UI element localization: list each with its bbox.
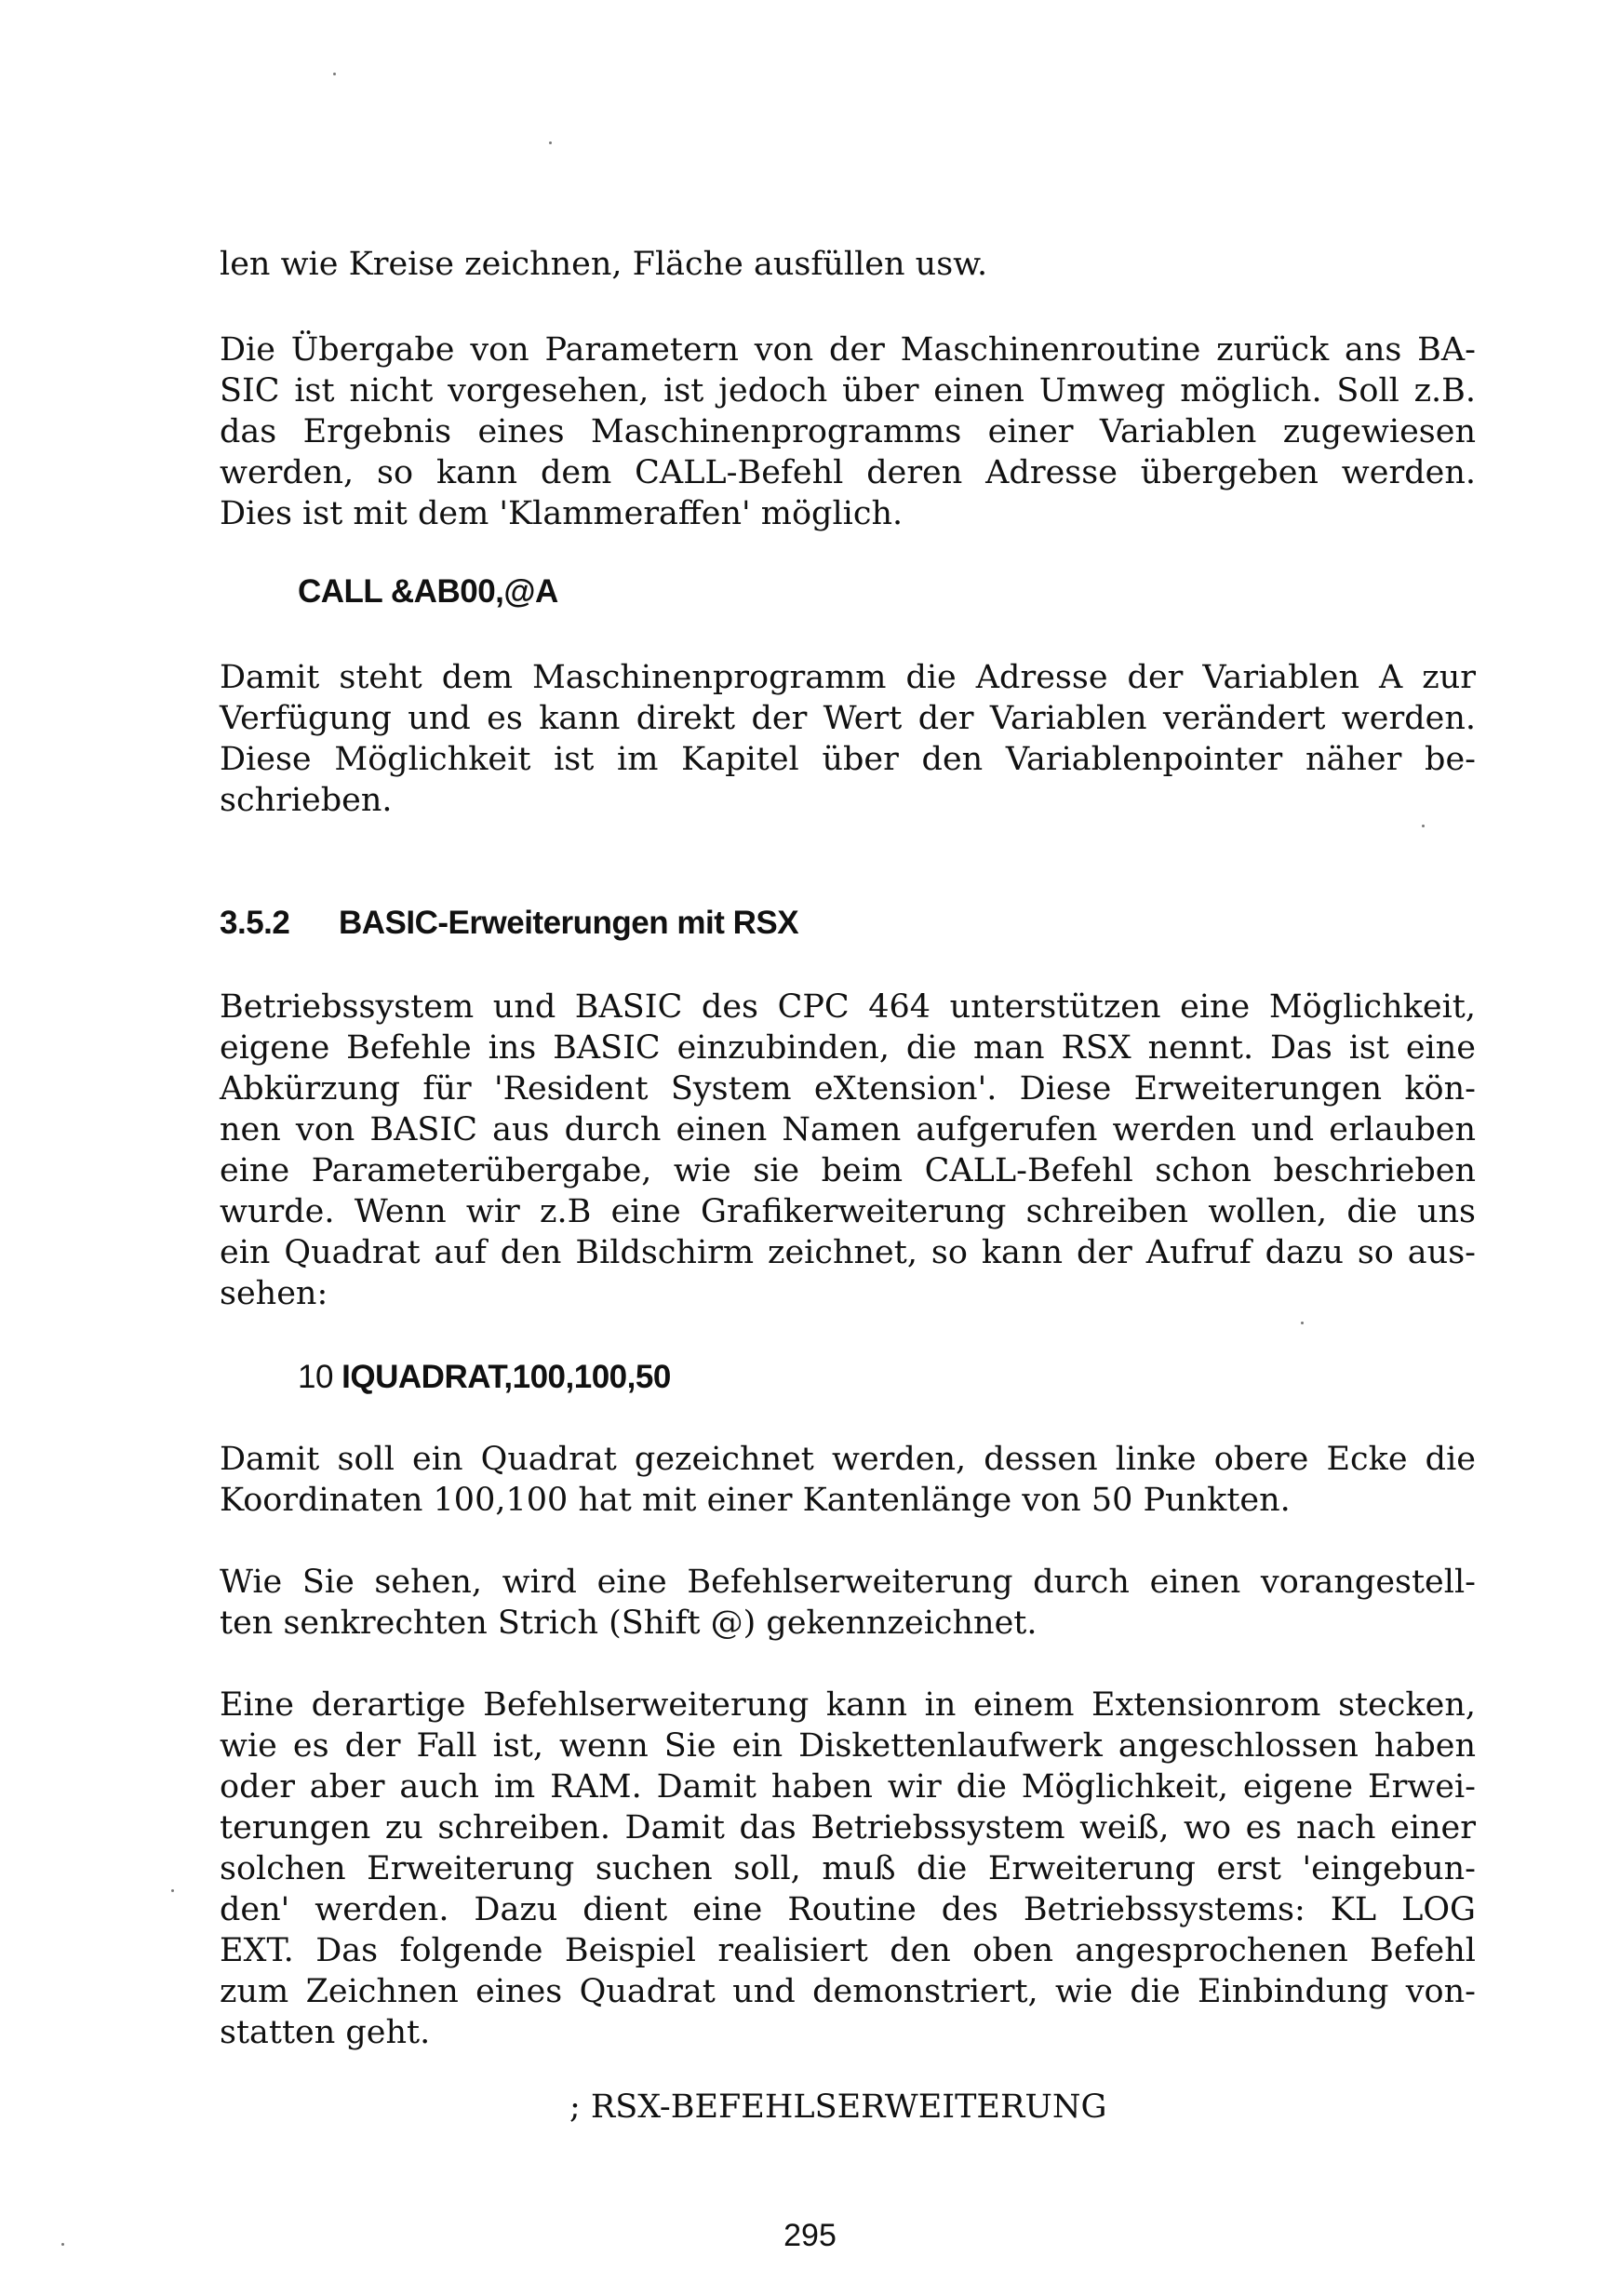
paragraph-continuation (220, 244, 1476, 285)
text-line: nen von BASIC aus durch einen Namen aufgerufen werden und erlauben (220, 1111, 1476, 1148)
text-line: ten senkrechten Strich (Shift @) gekennzeichnet. (220, 1605, 1038, 1642)
scan-speck (549, 141, 552, 144)
code-command: IQUADRAT,100,100,50 (341, 1359, 671, 1395)
code-line-number: 10 (298, 1359, 333, 1395)
text-line: Damit soll ein Quadrat gezeichnet werden, dessen linke obere Ecke die (220, 1441, 1476, 1478)
text-line: terungen zu schreiben. Damit das Betriebssystem weiß, wo es nach einer (220, 1809, 1476, 1846)
page-number: 295 (783, 2218, 837, 2253)
scan-speck (1301, 1322, 1304, 1324)
code-quadrat-example (298, 1357, 671, 1398)
text-line: zum Zeichnen eines Quadrat und demonstriert, wie die Einbindung von- (220, 1973, 1476, 2010)
text-line: wie es der Fall ist, wenn Sie ein Diskettenlaufwerk angeschlossen haben (220, 1727, 1476, 1765)
text-line: len wie Kreise zeichnen, Fläche ausfüllen usw. (220, 246, 988, 283)
text-line: das Ergebnis eines Maschinenprogramms einer Variablen zugewiesen (220, 413, 1476, 450)
text-line: eine Parameterübergabe, wie sie beim CALL-Befehl schon beschrieben (220, 1152, 1476, 1189)
text-line: schrieben. (220, 782, 393, 819)
text-line: ein Quadrat auf den Bildschirm zeichnet, so kann der Aufruf dazu so aus- (220, 1234, 1476, 1271)
text-line: Wie Sie sehen, wird eine Befehlserweiterung durch einen vorangestell- (220, 1564, 1476, 1601)
paragraph-extension-rom (220, 1685, 1476, 2053)
text-line: Dies ist mit dem 'Klammeraffen' möglich. (220, 495, 904, 532)
scan-speck (61, 2243, 64, 2246)
paragraph-rsx-intro (220, 987, 1476, 1314)
text-line: wurde. Wenn wir z.B eine Grafikerweiterung schreiben wollen, die uns (220, 1193, 1476, 1230)
text-line: Eine derartige Befehlserweiterung kann in einem Extensionrom stecken, (220, 1686, 1476, 1724)
scan-speck (171, 1889, 174, 1892)
scan-speck (1422, 825, 1425, 827)
text-line: Abkürzung für 'Resident System eXtension'. Diese Erweiterungen kön- (220, 1070, 1476, 1108)
text-line: Betriebssystem und BASIC des CPC 464 unterstützen eine Möglichkeit, (220, 988, 1476, 1026)
text-line: Verfügung und es kann direkt der Wert der Variablen verändert werden. (220, 700, 1476, 737)
text-line: Die Übergabe von Parametern von der Maschinenroutine zurück ans BA- (220, 331, 1476, 369)
text-line: Damit steht dem Maschinenprogramm die Adresse der Variablen A zur (220, 659, 1476, 696)
text-line: eigene Befehle ins BASIC einzubinden, die man RSX nennt. Das ist eine (220, 1029, 1476, 1067)
text-line: SIC ist nicht vorgesehen, ist jedoch über einen Umweg möglich. Soll z.B. (220, 372, 1476, 410)
text-line: solchen Erweiterung suchen soll, muß die Erweiterung erst 'eingebun- (220, 1850, 1476, 1887)
text-line: werden, so kann dem CALL-Befehl deren Adresse übergeben werden. (220, 454, 1476, 491)
text-line: oder aber auch im RAM. Damit haben wir die Möglichkeit, eigene Erwei- (220, 1768, 1476, 1806)
text-line: sehen: (220, 1275, 328, 1312)
text-line: den' werden. Dazu dient eine Routine des Betriebssystems: KL LOG (220, 1891, 1476, 1928)
section-heading (220, 903, 798, 944)
paragraph-vertical-bar (220, 1562, 1476, 1644)
text-line: EXT. Das folgende Beispiel realisiert den oben angesprochenen Befehl (220, 1932, 1476, 1969)
scan-speck (333, 73, 336, 75)
section-title: BASIC-Erweiterungen mit RSX (339, 905, 799, 941)
section-number: 3.5.2 (220, 905, 290, 941)
paragraph-quadrat-explanation (220, 1439, 1476, 1521)
text-line: Diese Möglichkeit ist im Kapitel über den Variablenpointer näher be- (220, 741, 1476, 778)
assembler-comment: ; RSX-BEFEHLSERWEITERUNG (569, 2088, 1107, 2126)
text-line: Koordinaten 100,100 hat mit einer Kantenlänge von 50 Punkten. (220, 1482, 1291, 1519)
text-line: statten geht. (220, 2014, 431, 2051)
code-call-example: CALL &AB00,@A (298, 573, 558, 610)
paragraph-variable-address (220, 657, 1476, 821)
paragraph-parameter-passing (220, 329, 1476, 534)
